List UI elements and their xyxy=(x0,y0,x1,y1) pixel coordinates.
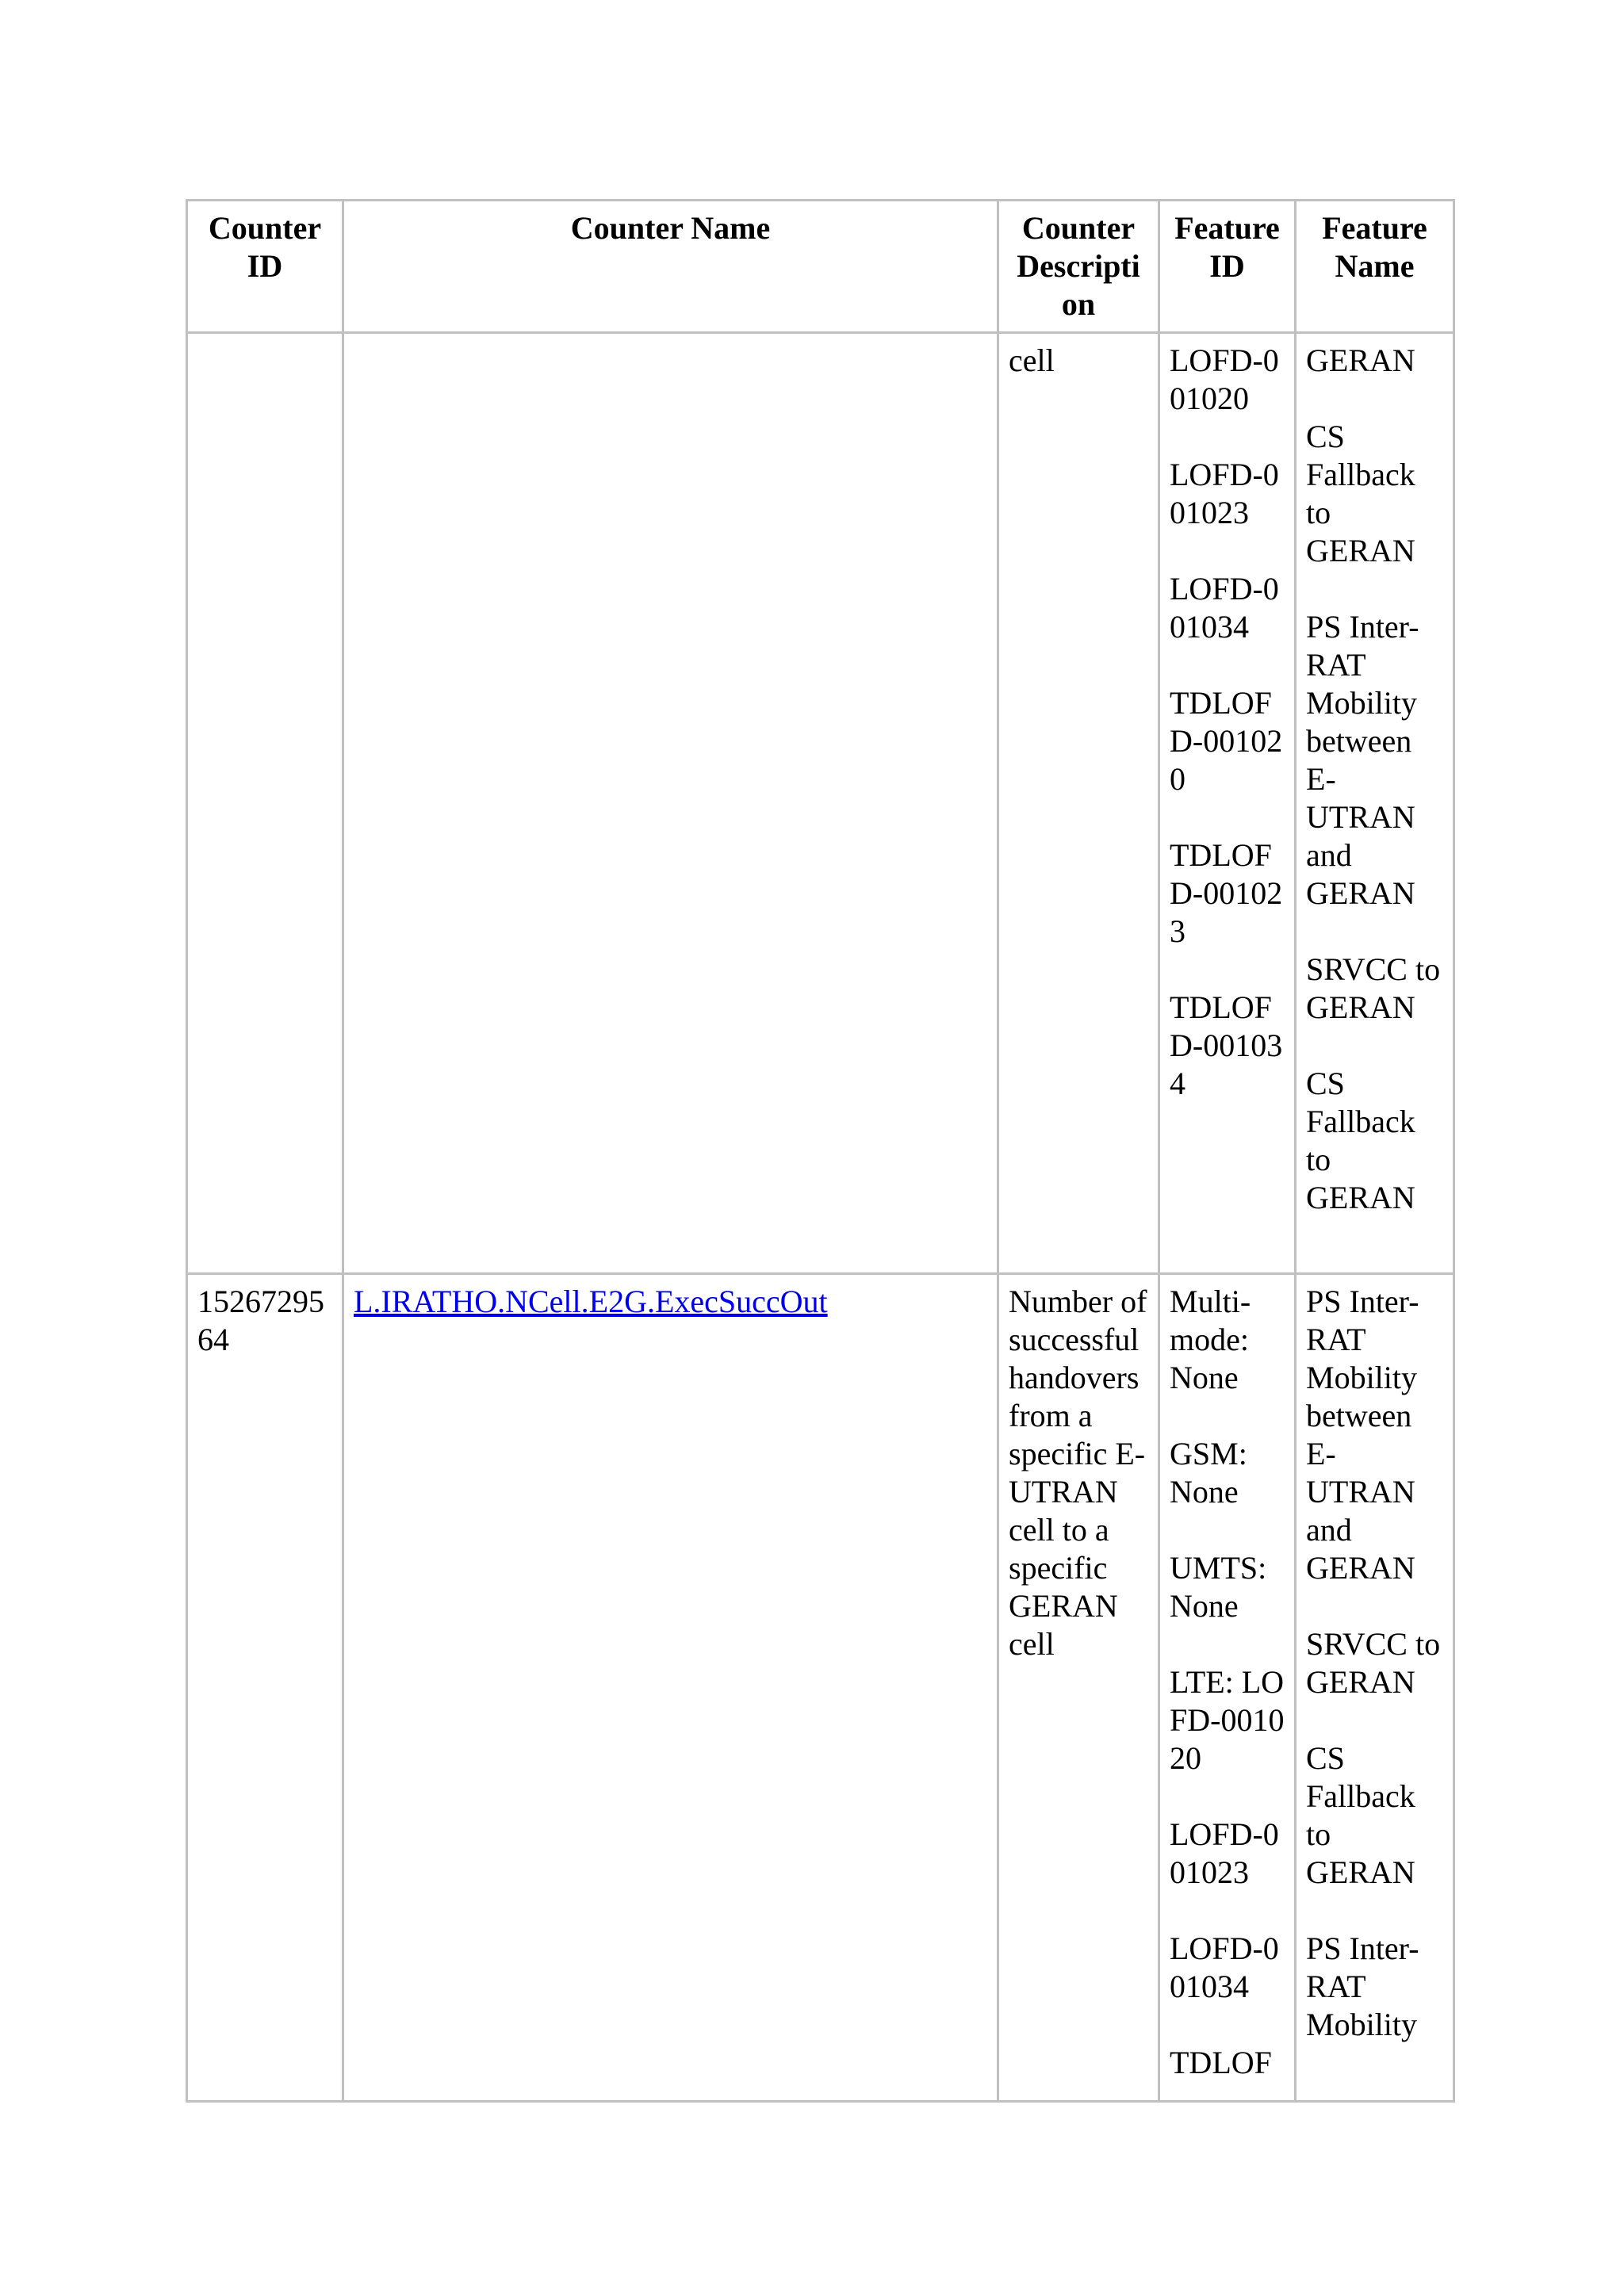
feature-id: TDLOFD-001020 xyxy=(1170,685,1283,797)
feature-id: LTE: LOFD-001020 xyxy=(1170,1664,1285,1776)
feature-id-cell xyxy=(1159,1274,1296,2102)
feature-id: LOFD-001023 xyxy=(1170,457,1279,530)
feature-id: LOFD-001034 xyxy=(1170,571,1279,645)
feature-name: CS Fallback to GERAN xyxy=(1306,1066,1415,1215)
feature-name: GERAN xyxy=(1306,342,1415,378)
counter-id-cell: 1526729564 xyxy=(187,1274,343,2102)
header-feature-id: Feature ID xyxy=(1159,201,1296,333)
header-counter-description: Counter Descripti on xyxy=(998,201,1159,333)
feature-id-cell xyxy=(1159,333,1296,1274)
feature-id: Multi-mode: None xyxy=(1170,1284,1251,1395)
feature-id: LOFD-001020 xyxy=(1170,342,1279,416)
feature-id: TDLOFD-001034 xyxy=(1170,989,1283,1101)
feature-id: UMTS: None xyxy=(1170,1550,1267,1624)
counter-name-cell xyxy=(343,333,998,1274)
feature-name-cell xyxy=(1296,1274,1454,2102)
header-counter-name: Counter Name xyxy=(343,201,998,333)
counter-name-link[interactable]: L.IRATHO.NCell.E2G.ExecSuccOut xyxy=(354,1284,828,1319)
table-row xyxy=(187,333,1454,1274)
feature-id: LOFD-001023 xyxy=(1170,1816,1279,1890)
feature-name: CS Fallback to GERAN xyxy=(1306,419,1415,568)
header-row xyxy=(187,201,1454,333)
feature-name: PS Inter-RAT Mobility between E-UTRAN and GERAN xyxy=(1306,1284,1419,1586)
feature-id: GSM: None xyxy=(1170,1436,1247,1510)
feature-name: PS Inter-RAT Mobility between E-UTRAN and GERAN xyxy=(1306,609,1419,911)
feature-id: TDLOF xyxy=(1170,2045,1272,2080)
feature-name-cell xyxy=(1296,333,1454,1274)
feature-id: TDLOFD-001023 xyxy=(1170,837,1283,949)
feature-name: SRVCC to GERAN xyxy=(1306,1626,1441,1700)
counter-name-cell xyxy=(343,1274,998,2102)
header-counter-id: Counter ID xyxy=(187,201,343,333)
description-cell: Number of successful handovers from a specific E-UTRAN cell to a specific GERAN cell xyxy=(998,1274,1159,2102)
feature-name: PS Inter-RAT Mobility xyxy=(1306,1931,1419,2042)
table-row xyxy=(187,1274,1454,2102)
description-cell: cell xyxy=(998,333,1159,1274)
counter-table xyxy=(186,199,1455,2103)
header-feature-name: Feature Name xyxy=(1296,201,1454,333)
feature-id: LOFD-001034 xyxy=(1170,1931,1279,2004)
feature-name: SRVCC to GERAN xyxy=(1306,951,1441,1025)
feature-name: CS Fallback to GERAN xyxy=(1306,1740,1415,1890)
counter-id-cell xyxy=(187,333,343,1274)
